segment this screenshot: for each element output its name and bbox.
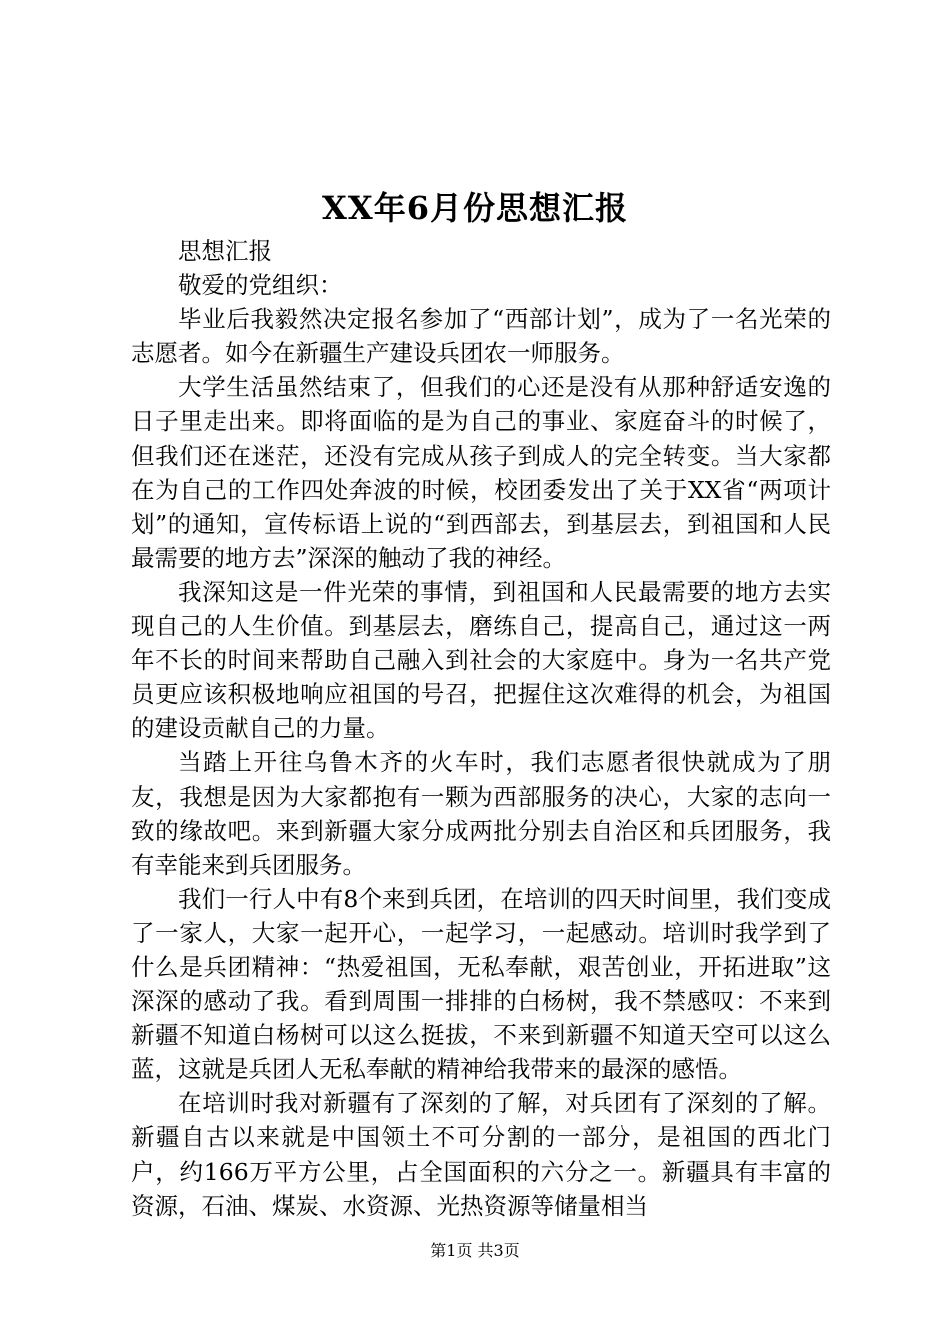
- document-title: XX年6月份思想汇报: [322, 189, 628, 227]
- paragraph: 毕业后我毅然决定报名参加了“西部计划”，成为了一名光荣的志愿者。如今在新疆生产建设兵团农一师服务。: [131, 305, 831, 368]
- page-footer: 第1页 共3页: [430, 1241, 520, 1260]
- document-body: [131, 234, 831, 1223]
- paragraph-heading: 思想汇报: [178, 237, 272, 265]
- paragraph: 我深知这是一件光荣的事情，到祖国和人民最需要的地方去实现自己的人生价值。到基层去，磨练自己，提高自己，通过这一两年不长的时间来帮助自己融入到社会的大家庭中。身为一名共产党员更应该积极地响应祖国的号召，把握住这次难得的机会，为祖国的建设贡献自己的力量。: [131, 577, 831, 743]
- paragraph: 我们一行人中有8个来到兵团，在培训的四天时间里，我们变成了一家人，大家一起开心，一起学习，一起感动。培训时我学到了什么是兵团精神：“热爱祖国，无私奉献，艰苦创业，开拓进取”这深深的感动了我。看到周围一排排的白杨树，我不禁感叹：不来到新疆不知道白杨树可以这么挺拔，不来到新疆不知道天空可以这么蓝，这就是兵团人无私奉献的精神给我带来的最深的感悟。: [131, 884, 831, 1084]
- paragraph: 大学生活虽然结束了，但我们的心还是没有从那种舒适安逸的日子里走出来。即将面临的是为自己的事业、家庭奋斗的时候了，但我们还在迷茫，还没有完成从孩子到成人的完全转变。当大家都在为自己的工作四处奔波的时候，校团委发出了关于XX省“两项计划”的通知，宣传标语上说的“到西部去，到基层去，到祖国和人民最需要的地方去”深深的触动了我的神经。: [131, 373, 831, 572]
- paragraph: 在培训时我对新疆有了深刻的了解，对兵团有了深刻的了解。新疆自古以来就是中国领土不可分割的一部分，是祖国的西北门户，约166万平方公里，占全国面积的六分之一。新疆具有丰富的资源，石油、煤炭、水资源、光热资源等储量相当: [131, 1089, 831, 1220]
- paragraph-salutation: 敬爱的党组织：: [178, 271, 343, 300]
- paragraph: 当踏上开往乌鲁木齐的火车时，我们志愿者很快就成为了朋友，我想是因为大家都抱有一颗为西部服务的决心，大家的志向一致的缘故吧。来到新疆大家分成两批分别去自治区和兵团服务，我有幸能来到兵团服务。: [131, 748, 831, 879]
